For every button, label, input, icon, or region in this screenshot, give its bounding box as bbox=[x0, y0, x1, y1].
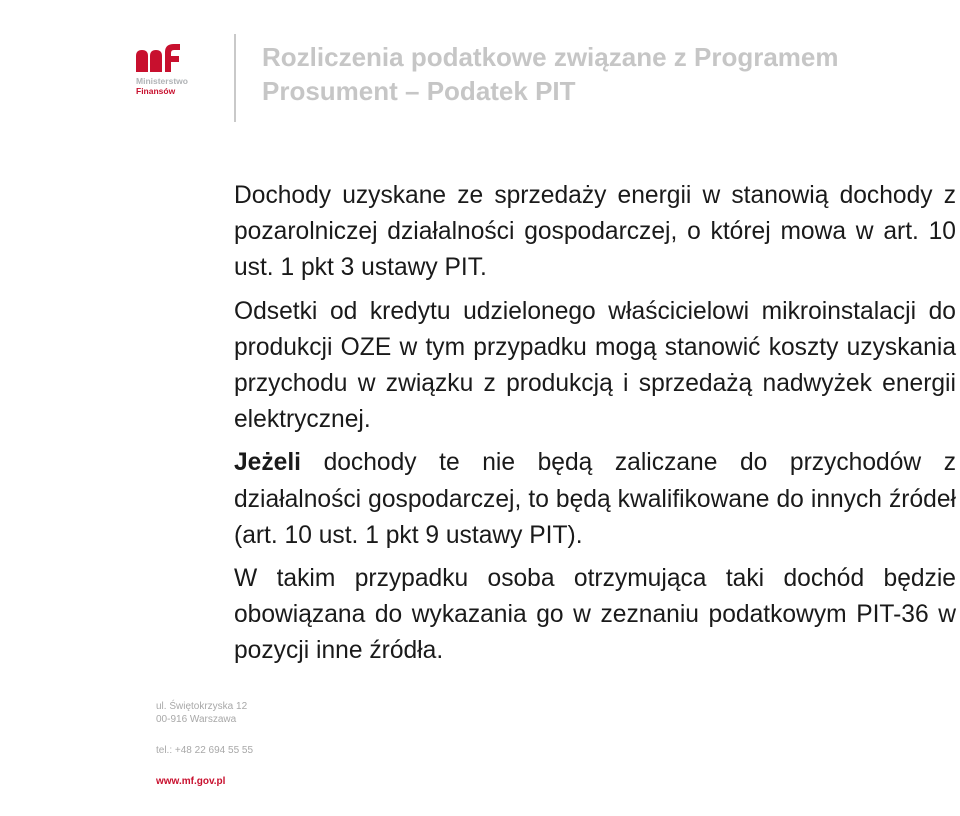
slide-body bbox=[234, 178, 956, 677]
logo-line-2: Finansów bbox=[136, 86, 176, 96]
paragraph-3-bold: Jeżeli bbox=[234, 449, 301, 477]
page-title: Rozliczenia podatkowe związane z Programem Prosument – Podatek PIT bbox=[262, 42, 839, 106]
paragraph-3-text: dochody te nie będą zaliczane do przychodów z działalności gospodarczej, to będą kwalifikowane do innych źródeł (art. 10 ust. 1 pkt 9 ustawy PIT). bbox=[234, 449, 956, 549]
paragraph-1: Dochody uzyskane ze sprzedaży energii w stanowią dochody z pozarolniczej działalności gospodarczej, o której mowa w art. 10 ust. 1 pkt 3 ustawy PIT. bbox=[234, 182, 956, 282]
logo-text bbox=[136, 76, 188, 96]
address-line-2: 00-916 Warszawa bbox=[156, 714, 237, 725]
phone-number: tel.: +48 22 694 55 55 bbox=[156, 745, 254, 756]
address-line-1: ul. Świętokrzyska 12 bbox=[156, 701, 248, 712]
mf-logo-icon bbox=[132, 42, 184, 76]
contact-info bbox=[156, 700, 276, 788]
paragraph-3 bbox=[234, 445, 956, 554]
ministry-logo bbox=[132, 42, 212, 102]
paragraph-2: Odsetki od kredytu udzielonego właścicielowi mikroinstalacji do produkcji OZE w tym przypadku mogą stanowić koszty uzyskania przychodu w związku z produkcją i sprzedażą nadwyżek energii elektrycznej. bbox=[234, 297, 956, 434]
header-divider bbox=[234, 34, 236, 122]
paragraph-4: W takim przypadku osoba otrzymująca taki dochód będzie obowiązana do wykazania go w zeznaniu podatkowym PIT-36 w pozycji inne źródła. bbox=[234, 565, 956, 665]
logo-line-1: Ministerstwo bbox=[136, 76, 188, 86]
website-link[interactable]: www.mf.gov.pl bbox=[156, 776, 226, 787]
